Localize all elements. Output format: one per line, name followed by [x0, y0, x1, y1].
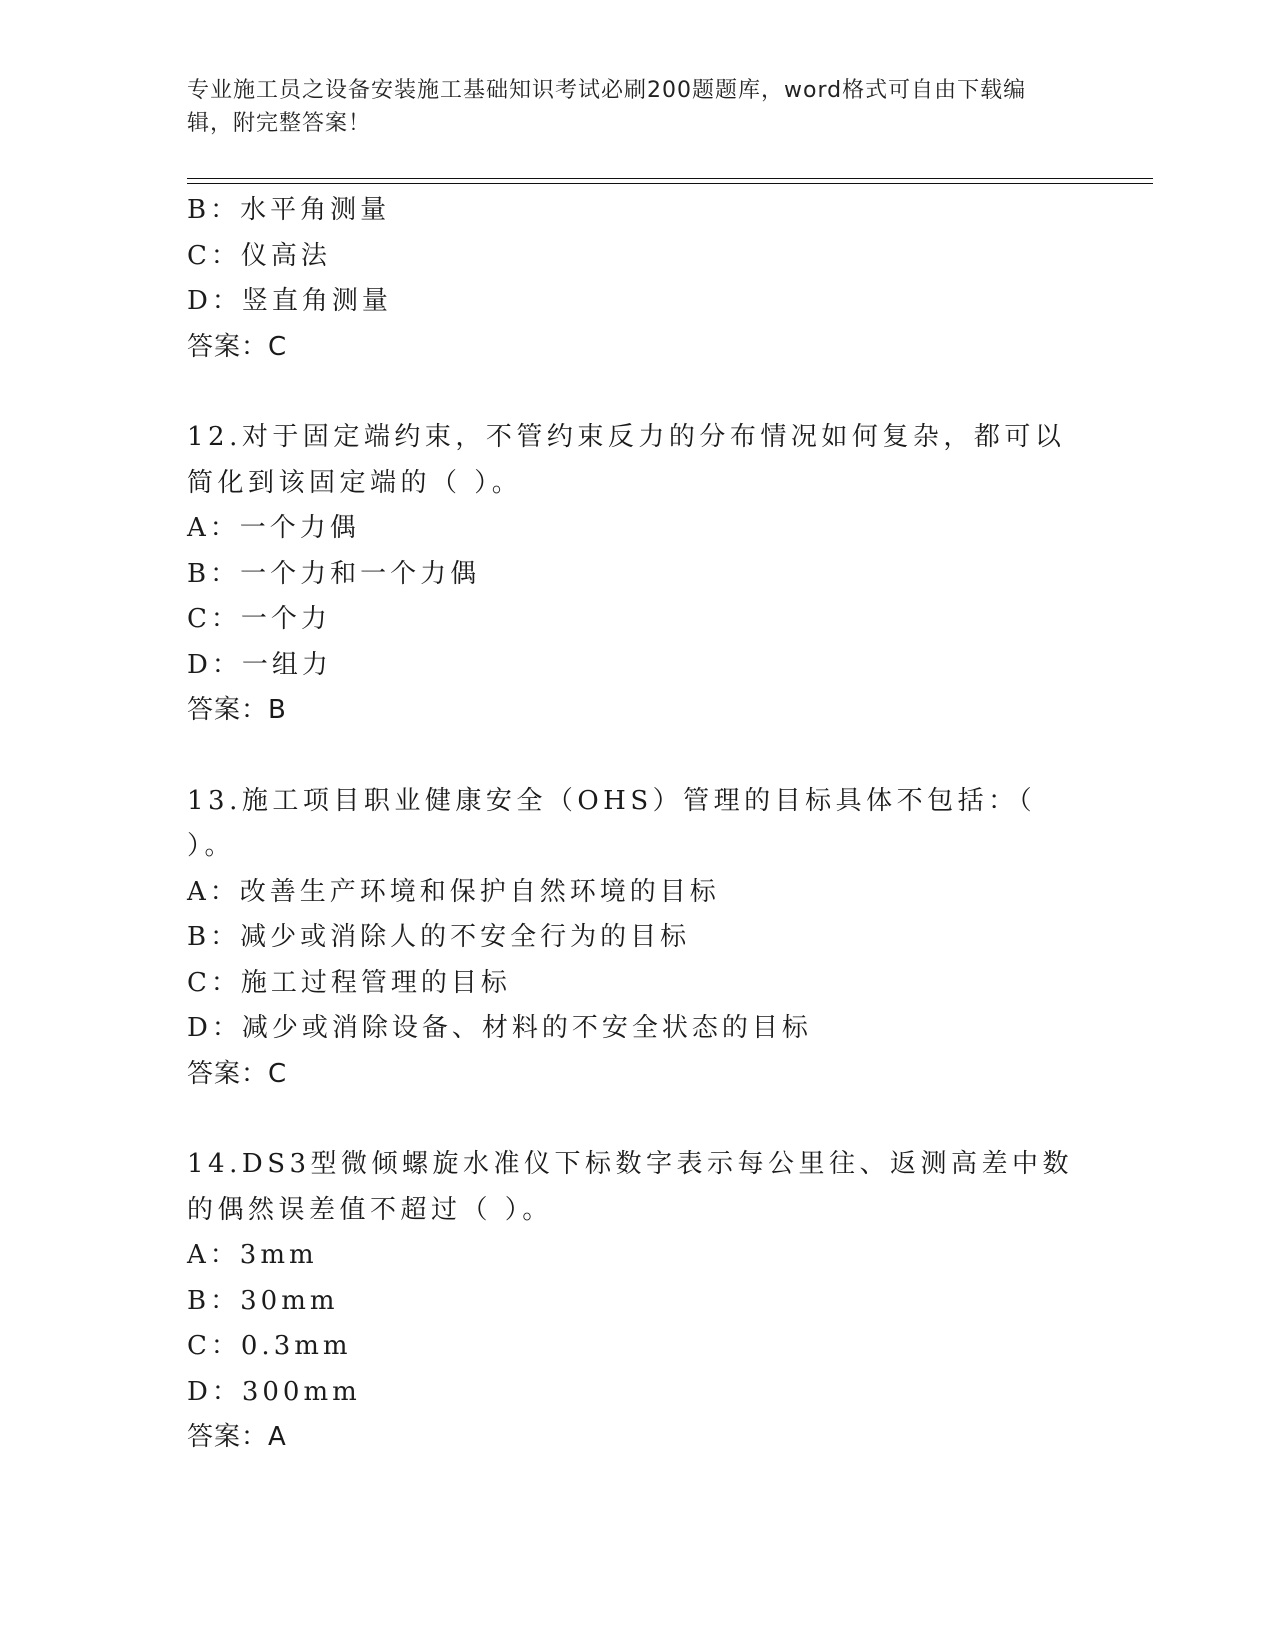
answer: 答案：C — [187, 1058, 288, 1089]
question-13 — [187, 779, 1077, 1098]
option-c: C：仪高法 — [187, 240, 331, 271]
option-d: D：300mm — [187, 1376, 361, 1407]
option-c: C：施工过程管理的目标 — [187, 967, 511, 998]
option-c: C：0.3mm — [187, 1331, 352, 1361]
option-b: B：水平角测量 — [187, 195, 391, 225]
question-text: 14.DS3型微倾螺旋水准仪下标数字表示每公里往、返测高差中数的偶然误差值不超过（ ）。 — [187, 1149, 1074, 1225]
answer: 答案：C — [187, 331, 288, 362]
document-header: 专业施工员之设备安装施工基础知识考试必刷200题题库，word格式可自由下载编辑，附完整答案！ — [187, 78, 1027, 136]
option-d: D：一组力 — [187, 649, 332, 680]
question-content — [187, 188, 1077, 1461]
question-14 — [187, 1142, 1077, 1461]
answer: 答案：A — [187, 1422, 287, 1452]
option-b: B：减少或消除人的不安全行为的目标 — [187, 922, 691, 952]
option-b: B：一个力和一个力偶 — [187, 558, 481, 589]
option-a: A：一个力偶 — [187, 513, 360, 543]
question-text: 13.施工项目职业健康安全（OHS）管理的目标具体不包括：（ ）。 — [187, 785, 1037, 861]
option-b: B：30mm — [187, 1285, 339, 1316]
answer: 答案：B — [187, 695, 287, 725]
question-text: 12.对于固定端约束，不管约束反力的分布情况如何复杂，都可以简化到该固定端的（ ）。 — [187, 422, 1066, 498]
option-c: C：一个力 — [187, 604, 331, 634]
question-11-tail — [187, 188, 1077, 370]
option-d: D：竖直角测量 — [187, 286, 392, 316]
option-d: D：减少或消除设备、材料的不安全状态的目标 — [187, 1013, 812, 1043]
question-12 — [187, 415, 1077, 734]
option-a: A：改善生产环境和保护自然环境的目标 — [187, 876, 720, 907]
header-rule-bottom — [187, 183, 1153, 184]
header-rule-top — [187, 178, 1153, 179]
option-a: A：3mm — [187, 1240, 318, 1270]
